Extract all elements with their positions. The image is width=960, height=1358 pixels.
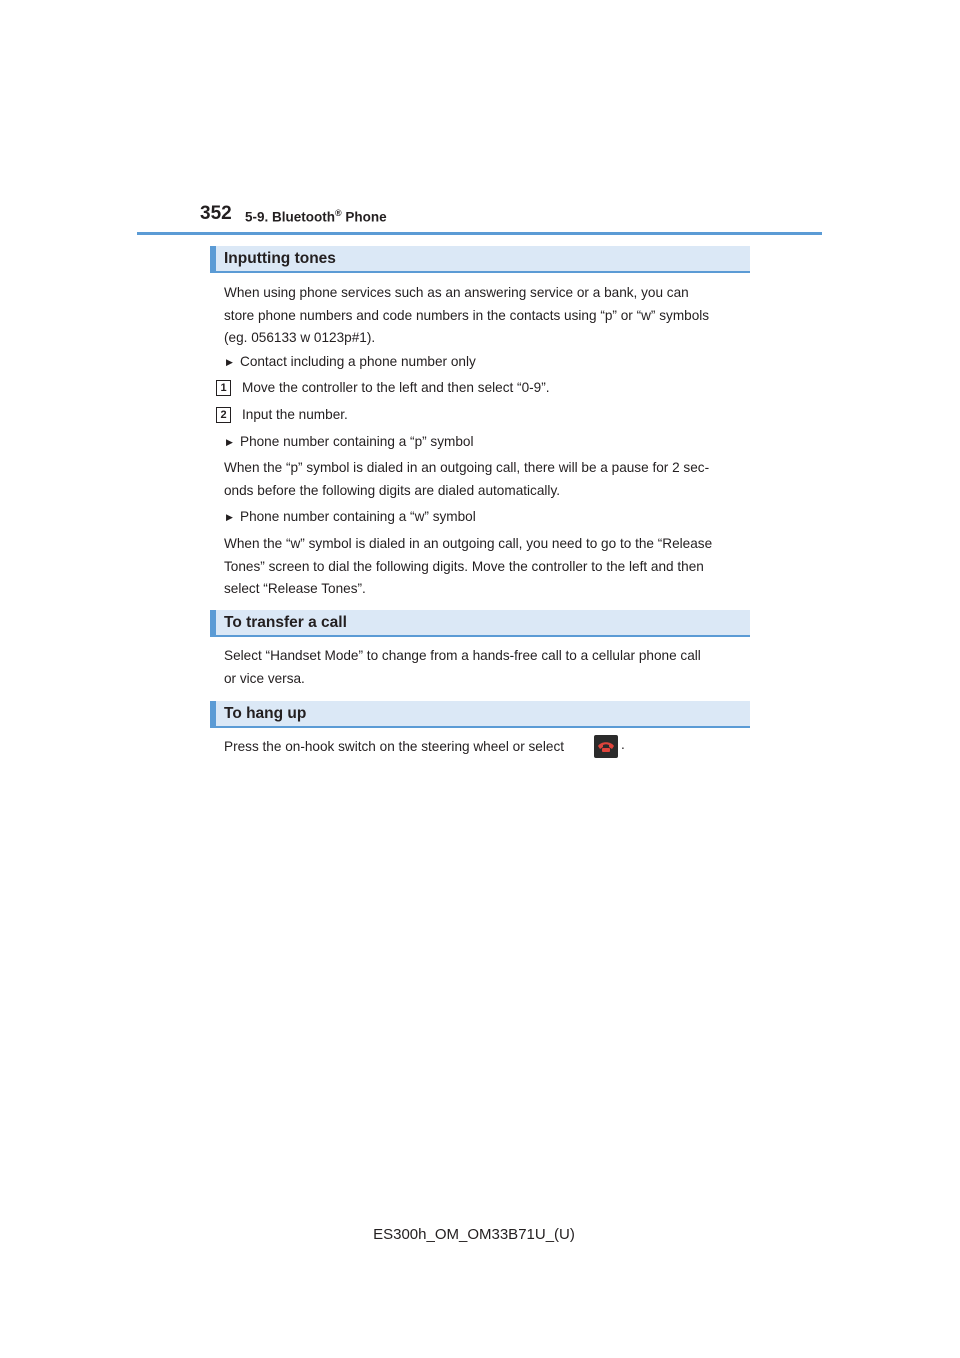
page-number: 352 [200,203,232,224]
w-symbol-paragraph [224,533,746,601]
intro-line-3: (eg. 056133 w 0123p#1). [224,330,376,345]
section-title: To hang up [224,705,307,722]
hang-up-line: Press the on-hook switch on the steering wheel or select [224,739,565,754]
bullet-p-symbol [226,432,474,452]
transfer-line-2: or vice versa. [224,670,305,686]
step-1-text: Move the controller to the left and then select “0-9”. [242,380,550,395]
bullet-label: Phone number containing a “w” symbol [240,509,476,524]
bullet-label: Phone number containing a “p” symbol [240,434,474,449]
transfer-paragraph [224,645,746,690]
w-line-2: Tones” screen to dial the following digits. Move the controller to the left and then [224,558,704,574]
p-line-2: onds before the following digits are dialed automatically. [224,482,561,498]
phone-hangup-icon [594,735,618,758]
triangle-right-icon: ▶ [226,512,233,522]
chapter-label: 5-9. Bluetooth [245,209,335,225]
p-line-1: When the “p” symbol is dialed in an outgoing call, there will be a pause for 2 sec- [224,460,710,475]
w-line-3: select “Release Tones”. [224,581,366,596]
section-heading-hang-up [210,701,750,728]
header-rule [137,232,822,235]
section-heading-transfer [210,610,750,637]
transfer-line-1: Select “Handset Mode” to change from a hands-free call to a cellular phone call [224,648,701,663]
intro-line-2: store phone numbers and code numbers in the contacts using “p” or “w” symbols [224,307,710,323]
triangle-right-icon: ▶ [226,357,233,367]
triangle-right-icon: ▶ [226,437,233,447]
step-2-text: Input the number. [242,407,348,422]
section-heading-inputting-tones [210,246,750,273]
p-symbol-paragraph [224,457,746,502]
step-badge-2: 2 [216,407,231,423]
hang-up-period: . [621,737,625,752]
registered-mark: ® [335,208,342,218]
w-line-1: When the “w” symbol is dialed in an outgoing call, you need to go to the “Release [224,536,713,551]
chapter-label-tail: Phone [341,209,387,225]
bullet-w-symbol [226,507,476,527]
intro-line-1: When using phone services such as an answering service or a bank, you can [224,285,689,300]
step-badge-1: 1 [216,380,231,396]
chapter-title [245,208,387,225]
bullet-label: Contact including a phone number only [240,354,476,369]
footer-document-id: ES300h_OM_OM33B71U_(U) [373,1226,575,1243]
intro-paragraph [224,282,746,350]
hang-up-paragraph [224,736,564,759]
section-title: To transfer a call [224,614,347,631]
bullet-contact-only [226,352,476,372]
section-title: Inputting tones [224,250,336,267]
